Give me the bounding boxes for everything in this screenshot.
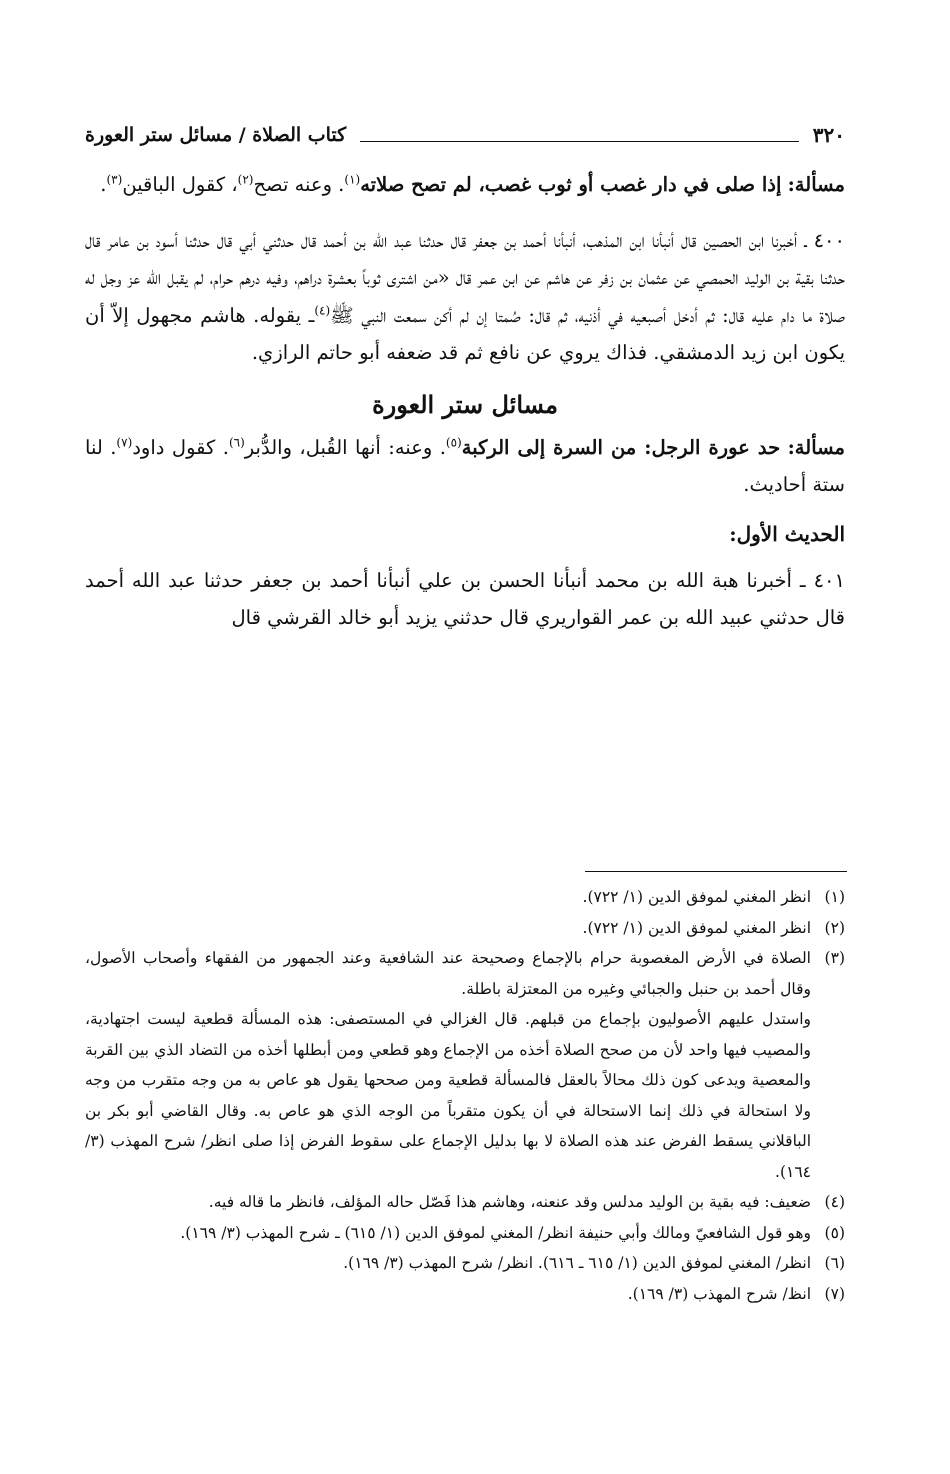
running-header (85, 120, 845, 150)
footnote-number: (٣) (824, 949, 845, 967)
footnote-ref-6[interactable]: (٦) (228, 435, 245, 449)
masala-end: . (100, 173, 107, 196)
hadith-400 (85, 222, 845, 372)
masala-awra (85, 429, 845, 504)
masala-end: . لنا ستة أحاديث. (85, 435, 845, 496)
footnote-text: وهو قول الشافعيّ ومالك وأبي حنيفة انظر/ المغني لموفق الدين (١/ ٦١٥) ـ شرح المهذب (٣/ ١٦٩). (180, 1223, 811, 1242)
footnote-1 (85, 882, 845, 913)
footnote-text: انظر المغني لموفق الدين (١/ ٧٢٢). (582, 888, 811, 906)
running-title: كتاب الصلاة / مسائل ستر العورة (85, 124, 347, 146)
footnote-ref-1[interactable]: (١) (344, 172, 361, 187)
masala-label: مسألة: (787, 435, 845, 459)
footnotes (85, 882, 845, 1309)
footnote-ref-5[interactable]: (٥) (445, 435, 462, 449)
footnote-ref-7[interactable]: (٧) (116, 435, 133, 449)
footnote-6 (85, 1248, 845, 1279)
footnote-3-part-1: الصلاة في الأرض المغصوبة حرام بالإجماع وصحيحة عند الشافعية وعند الجمهور من الفقهاء وأصحاب الأصول، وقال أحمد بن حنبل والجبائي وغيره من المعتزلة باطلة. (85, 949, 811, 998)
footnote-number: (٤) (824, 1193, 845, 1211)
footnote-ref-2[interactable]: (٢) (237, 172, 254, 187)
masala-text: . وعنه تصح (253, 173, 345, 196)
footnote-4 (85, 1187, 845, 1218)
hadith-401: ٤٠١ ـ أخبرنا هبة الله بن محمد أنبأنا الحسن بن علي أنبأنا أحمد بن جعفر حدثنا عبد الله أحمد قال حدثني عبيد الله بن عمر القواريري قال حدثني يزيد أبو خالد القرشي قال (85, 568, 845, 629)
subheading-first-hadith: الحديث الأول: (729, 521, 845, 546)
footnote-separator (585, 871, 847, 872)
footnote-number: (٦) (824, 1254, 845, 1272)
hadith-400-text: ٤٠٠ ـ أخبرنا ابن الحصين قال أنبأنا ابن المذهب، أنبأنا أحمد بن جعفر قال حدثنا عبد الله بن أحمد قال حدثني أبي قال حدثنا أسود بن عامر قال حدثنا بقية بن الوليد الحمصي عن عثمان بن زفر عن هاشم عن ابن عمر قال «من اشترى ثوباً بعشرة دراهم، وفيه درهم حرام، لم يقبل الله عز وجل له صلاة ما دام عليه قال: ثم أدخل أصبعيه في أذنيه، ثم قال: صُمتا إن لم أكن سمعت النبي ﷺ (85, 228, 845, 327)
footnote-number: (٥) (824, 1223, 845, 1242)
footnote-text: ضعيف: فيه بقية بن الوليد مدلس وقد عنعنه، وهاشم هذا فَصّل حاله المؤلف، فانظر ما قاله فيه. (208, 1193, 811, 1211)
masala-text-2: . كقول داود (132, 435, 229, 459)
footnote-ref-3[interactable]: (٣) (106, 172, 123, 187)
section-title: مسائل ستر العورة (372, 389, 558, 419)
footnote-number: (٧) (824, 1284, 845, 1303)
footnote-5 (85, 1218, 845, 1249)
masala-ruling: حد عورة الرجل: من السرة إلى الركبة (461, 435, 781, 459)
footnote-text: انظ/ شرح المهذب (٣/ ١٦٩). (627, 1284, 811, 1303)
header-rule (360, 129, 799, 142)
footnote-text: انظر المغني لموفق الدين (١/ ٧٢٢). (582, 918, 811, 937)
masala-text-2: ، كقول الباقين (122, 173, 238, 196)
footnote-ref-4[interactable]: (٤) (314, 303, 331, 317)
masala-text: . وعنه: أنها القُبل، والدُّبر (244, 435, 446, 459)
masala-label: مسألة: (787, 173, 845, 196)
hadith-400-rest: ـ يقوله. هاشم مجهول إلاّ أن يكون ابن زيد الدمشقي. فذاك يروي عن نافع ثم قد ضعفه أبو حاتم الرازي. (85, 303, 845, 364)
page-number: ٣٢٠ (812, 123, 845, 147)
footnote-text (85, 943, 811, 1187)
masala-ruling: إذا صلى في دار غصب أو ثوب غصب، لم تصح صلاته (360, 173, 782, 196)
footnote-number: (٢) (824, 918, 845, 937)
footnote-text: انظر/ المغني لموفق الدين (١/ ٦١٥ ـ ٦١٦). انظر/ شرح المهذب (٣/ ١٦٩). (343, 1254, 811, 1272)
masala-ghasb (85, 166, 845, 204)
page-body (85, 120, 845, 637)
footnote-number: (١) (824, 888, 845, 906)
footnote-3 (85, 943, 845, 1187)
footnote-7 (85, 1279, 845, 1310)
footnote-3-part-2: واستدل عليهم الأصوليون بإجماع من قبلهم. قال الغزالي في المستصفى: هذه المسألة قطعية ليست اجتهادية، والمصيب فيها واحد لأن من صحح الصلاة أخذه من الإجماع وهو قطعي ومن أبطلها أخذه من التضاد الذي بين القربة والمعصية ويدعى كون ذلك محالاً بالعقل فالمسألة قطعية ومن صححها يقول هو عاص به من وجه متقرب من وجه ولا استحالة في ذلك إنما الاستحالة في أن يكون متقرباً من الوجه الذي هو عاص به. وقال القاضي أبو بكر بن الباقلاني يسقط الفرض عند هذه الصلاة لا بها بدليل الإجماع على سقوط الفرض إذا صلى انظر/ شرح المهذب (٣/ ١٦٤). (85, 1010, 811, 1181)
footnote-2 (85, 913, 845, 944)
